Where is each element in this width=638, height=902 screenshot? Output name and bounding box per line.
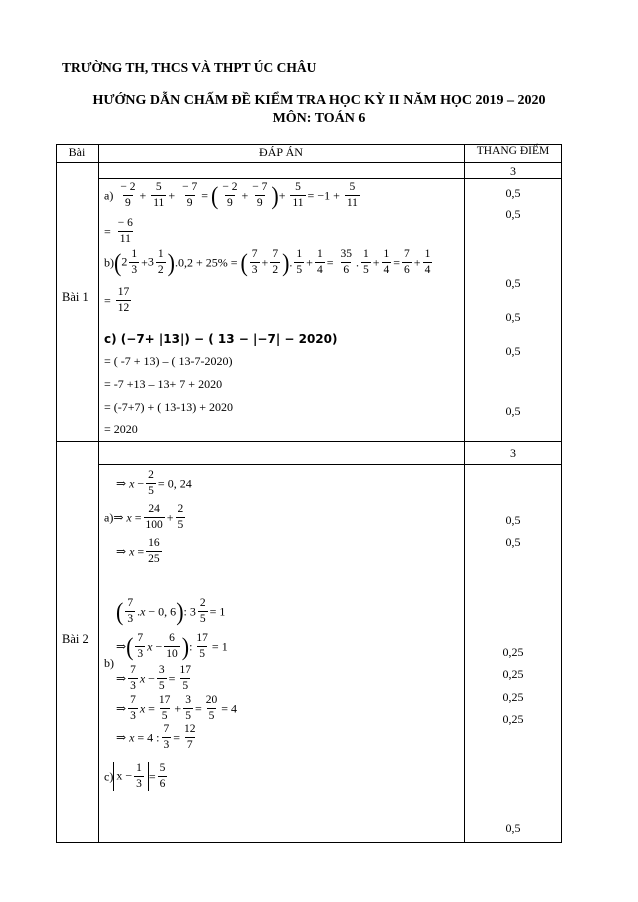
bai1-part-b: b)(2 $\frac{1}{3}$ +3 $\frac{1}{2}$ ).0,2 + 25% = ( $\frac{7}{3}$ + $\frac{7}{2}$ ). $\frac{1}{5}$ + $\frac{1}{4}$ = $\frac{35}{6}$ . $\frac{1}{5}$ + $\frac{1}{4}$ = $\frac{7}{6}$ + $\frac{1}{4}$	[104, 247, 431, 277]
bai2-part-c: c) x − $\frac{1}{3}$ = $\frac{5}{6}$	[104, 762, 166, 791]
bai2-score: 0,5	[505, 513, 521, 527]
bai1-score: 0,5	[505, 207, 521, 221]
bai1-part-c-step: = (-7+7) + ( 13-13) + 2020	[104, 400, 234, 414]
bai2-score: 0,25	[502, 667, 524, 681]
bai1-part-a-result: = $\frac{- 6}{11}$	[104, 217, 133, 246]
bai1-part-c-step: = 2020	[104, 422, 138, 436]
bai1-total-points: 3	[510, 164, 516, 178]
bai2-part-b-step: ⇒ x = 4 : $\frac{7}{3}$ = $\frac{12}{7}$	[116, 723, 196, 752]
bai2-score: 0,25	[502, 645, 524, 659]
bai2-label: Bài 2	[62, 632, 89, 646]
bai2-part-b-step: ⇒ $\frac{7}{3}$ x = $\frac{17}{5}$ + $\frac{3}{5}$ = $\frac{20}{5}$ = 4	[116, 694, 238, 723]
header-divider	[56, 162, 562, 163]
bai2-score: 0,25	[502, 712, 524, 726]
document-title: HƯỚNG DẪN CHẤM ĐỀ KIỂM TRA HỌC KỲ II NĂM HỌC 2019 – 2020	[92, 93, 546, 108]
bai1-part-c-expression: c) (−7+ |13|) − ( 13 − |−7| − 2020)	[104, 332, 338, 346]
row-divider	[56, 441, 562, 442]
column-divider-2	[464, 144, 465, 843]
column-header-bai: Bài	[68, 145, 86, 159]
bai2-score: 0,5	[505, 535, 521, 549]
bai2-total-divider	[98, 464, 562, 465]
bai2-part-b-step: ⇒( $\frac{7}{3}$ x − $\frac{6}{10}$ ): $\frac{17}{5}$ = 1	[116, 631, 228, 661]
column-divider-1	[98, 144, 99, 843]
bai1-score: 0,5	[505, 344, 521, 358]
bai2-part-b-label: b)	[104, 656, 114, 670]
bai2-part-a-step: ⇒ x − $\frac{2}{5}$ = 0, 24	[116, 469, 192, 498]
bai1-score: 0,5	[505, 404, 521, 418]
bai1-part-c-step: = -7 +13 – 13+ 7 + 2020	[104, 377, 223, 391]
bai2-score: 0,25	[502, 690, 524, 704]
bai1-score: 0,5	[505, 186, 521, 200]
bai2-part-a-step: ⇒ x = $\frac{16}{25}$	[116, 537, 160, 566]
bai2-part-b-step: ⇒ $\frac{7}{3}$ x − $\frac{3}{5}$ = $\frac{17}{5}$	[116, 664, 191, 693]
bai1-score: 0,5	[505, 276, 521, 290]
bai1-part-a: a) $\frac{- 2}{9}$ + $\frac{5}{11}$ + $\frac{- 7}{9}$ = ( $\frac{- 2}{9}$ + $\frac{- 7}{9}$ )+ $\frac{5}{11}$ = −1 + $\frac{5}{11}$	[104, 180, 358, 210]
bai2-total-points: 3	[510, 446, 516, 460]
column-header-points: THANG ĐIỂM	[476, 145, 550, 157]
bai2-part-b-step: ( $\frac{7}{3}$ .x − 0, 6): 3 $\frac{2}{5}$ = 1	[116, 596, 226, 626]
subject-title: MÔN: TOÁN 6	[272, 111, 366, 126]
bai2-part-a-step: a)⇒ x = $\frac{24}{100}$ + $\frac{2}{5}$	[104, 503, 184, 532]
column-header-answer: ĐÁP ÁN	[259, 145, 303, 159]
bai2-score: 0,5	[505, 821, 521, 835]
bai1-part-b-result: = $\frac{17}{12}$	[104, 286, 130, 315]
bai1-score: 0,5	[505, 310, 521, 324]
bai1-part-c-step: = ( -7 + 13) – ( 13-7-2020)	[104, 354, 233, 368]
school-name: TRƯỜNG TH, THCS VÀ THPT ÚC CHÂU	[62, 60, 317, 75]
bai1-label: Bài 1	[62, 290, 89, 304]
